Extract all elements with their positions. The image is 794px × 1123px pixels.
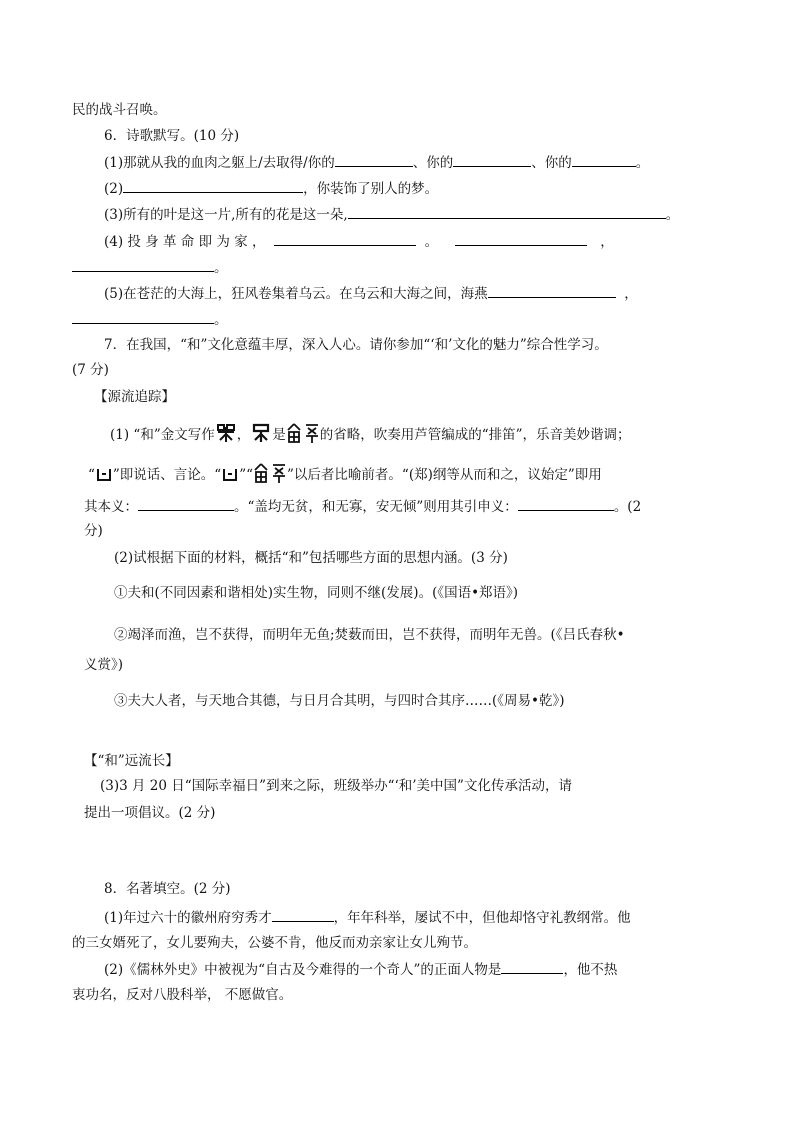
q7-para-4: [84, 522, 103, 540]
q7-p7-text: 提出一项倡议。(2 分): [84, 805, 216, 821]
q7-p5-text: (2)试根据下面的材料，概括“和”包括哪些方面的思想内涵。(3 分): [114, 550, 508, 566]
q6-line-3: [104, 205, 679, 224]
q7-p2-text-c: ”“: [239, 467, 254, 483]
answer-blank[interactable]: [123, 179, 303, 193]
answer-blank[interactable]: [72, 258, 214, 272]
q7-title: [104, 336, 608, 354]
q7-p2-text-d: ”以后者比喻前者。“(郑)纲等从而和之，议始定”即用: [287, 467, 602, 483]
q7-p1-text-d: 的省略，吹奏用芦管编成的“排笛”，乐音美妙谐调；: [319, 427, 631, 443]
q6-l1-text-d: 。: [635, 155, 650, 171]
q6-l4-text-a: (4) 投 身 革 命 即 为 家 ，: [104, 234, 266, 250]
answer-blank[interactable]: [455, 232, 587, 246]
q6-l4-text-d: 。: [214, 260, 228, 276]
answer-blank[interactable]: [72, 310, 214, 324]
q7-para-2: [88, 462, 602, 484]
material-1: [114, 584, 518, 602]
q6-l5-text-a: (5)在苍茫的大海上，狂风卷集着乌云。在乌云和大海之间，海燕: [104, 286, 488, 302]
q7-p3-text-a: 其本义：: [84, 499, 138, 515]
q7-p3-text-c: 。(2: [613, 499, 642, 515]
material-2-cont: [84, 656, 123, 674]
q8-line-3: [104, 960, 617, 979]
q8-title-text: 8．名著填空。(2 分): [104, 881, 231, 897]
q8-title: [104, 880, 231, 898]
q8-line-1: [104, 908, 631, 927]
q6-l1-text-c: 、你的: [531, 155, 572, 171]
q7-p6-text: (3)3 月 20 日“国际幸福日”到来之际，班级举办“‘和’美中国”文化传承活动，请: [100, 778, 572, 794]
q8-line-2: [72, 934, 477, 952]
material-2: [114, 626, 625, 644]
bronze-gan-glyph-icon: [95, 465, 113, 483]
q6-l5-text-c: 。: [214, 312, 228, 328]
q6-line-5: [104, 284, 638, 303]
q6-l2-text-a: (2): [104, 181, 124, 197]
answer-blank[interactable]: [572, 153, 636, 167]
q7-para-1: [110, 422, 631, 444]
q8-l3-text-a: (2)《儒林外史》中被视为“自古及今难得的一个奇人”的正面人物是: [104, 962, 502, 978]
bronze-yue-glyph-icon: [286, 422, 320, 444]
q7-para-6: [100, 777, 572, 795]
material-1-text: ①夫和(不同因素和谐相处)实生物，同则不继(发展)。(《国语•郑语》): [114, 585, 519, 601]
section-heading-origin: [94, 388, 175, 406]
q7-p2-text-a: “: [88, 467, 95, 483]
answer-blank[interactable]: [272, 908, 334, 922]
material-2-text: ②竭泽而渔，岂不获得，而明年无鱼;焚薮而田，岂不获得，而明年无兽。(《吕氏春秋•: [114, 627, 625, 643]
q6-title: [104, 127, 239, 145]
answer-blank[interactable]: [501, 960, 563, 974]
q6-l3-text-b: 。: [665, 207, 680, 223]
q6-line-1: [104, 153, 649, 172]
q6-l1-text-a: (1)那就从我的血肉之躯上/去取得/你的: [104, 155, 335, 171]
q8-l4-text: 衷功名，反对八股科举， 不愿做官。: [72, 987, 293, 1003]
q8-line-4: [72, 986, 292, 1004]
q8-l1-text-a: (1)年过六十的徽州府穷秀才: [104, 910, 272, 926]
q6-line-4-cont: [72, 258, 228, 277]
q7-title-text: 7．在我国，“和”文化意蕴丰厚，深入人心。请你参加“‘和’文化的魅力”综合性学习。: [104, 337, 608, 353]
answer-blank[interactable]: [335, 153, 413, 167]
bronze-yue-glyph-icon: [253, 462, 287, 484]
bronze-he-glyph-icon: [215, 422, 237, 444]
q7-p3-text-b: 。“盖均无贫，和无寡，安无倾”则用其引申义：: [234, 499, 518, 515]
q6-line-5-cont: [72, 310, 228, 329]
q7-p4-text: 分): [84, 523, 103, 539]
q6-line-4: [104, 232, 614, 251]
q7-p1-text-c: 是: [272, 427, 286, 443]
q7-score-text: (7 分): [72, 362, 109, 378]
intro-line: [72, 101, 167, 119]
material-2-cont-text: 义赏》): [84, 657, 124, 673]
q7-p2-text-b: ”即说话、言论。“: [112, 467, 222, 483]
q7-p1-text-b: ，: [236, 427, 251, 443]
section-heading-origin-text: 【源流追踪】: [94, 389, 175, 405]
q7-para-7: [84, 804, 215, 822]
q8-l2-text: 的三女婿死了，女儿要殉夫，公婆不肯，他反而劝亲家让女儿殉节。: [72, 935, 477, 951]
material-3-text: ③夫大人者，与天地合其德，与日月合其明，与四时合其序……(《周易•乾》): [114, 693, 565, 709]
answer-blank[interactable]: [348, 205, 666, 219]
q8-l1-text-b: ，年年科举，屡试不中，但他却恪守礼教纲常。他: [333, 910, 631, 926]
section-heading-legacy: [84, 752, 179, 770]
q6-l5-text-b: ，: [624, 286, 638, 302]
section-heading-legacy-text: 【“和”远流长】: [84, 753, 179, 769]
intro-text: 民的战斗召唤。: [72, 102, 167, 118]
q6-l4-text-c: ，: [600, 234, 614, 250]
q6-title-text: 6．诗歌默写。(10 分): [104, 128, 240, 144]
q6-l3-text-a: (3)所有的叶是这一片,所有的花是这一朵,: [104, 207, 348, 223]
answer-blank[interactable]: [518, 497, 614, 511]
q8-l3-text-b: ，他不热: [563, 962, 618, 978]
q7-p1-text-a: (1) “和”金文写作: [110, 427, 215, 443]
answer-blank[interactable]: [453, 153, 531, 167]
q7-para-5: [114, 549, 508, 567]
bronze-he-short-glyph-icon: [250, 422, 272, 444]
q6-line-2: [104, 179, 438, 198]
q6-l2-text-b: ，你装饰了别人的梦。: [303, 181, 439, 197]
bronze-gan-glyph-icon: [221, 465, 239, 483]
q6-l4-text-b: 。: [424, 234, 439, 250]
q7-para-3: [84, 497, 641, 516]
q6-l1-text-b: 、你的: [412, 155, 454, 171]
answer-blank[interactable]: [274, 232, 416, 246]
answer-blank[interactable]: [138, 497, 234, 511]
q7-score: [72, 361, 109, 379]
material-3: [114, 692, 565, 710]
answer-blank[interactable]: [488, 284, 616, 298]
